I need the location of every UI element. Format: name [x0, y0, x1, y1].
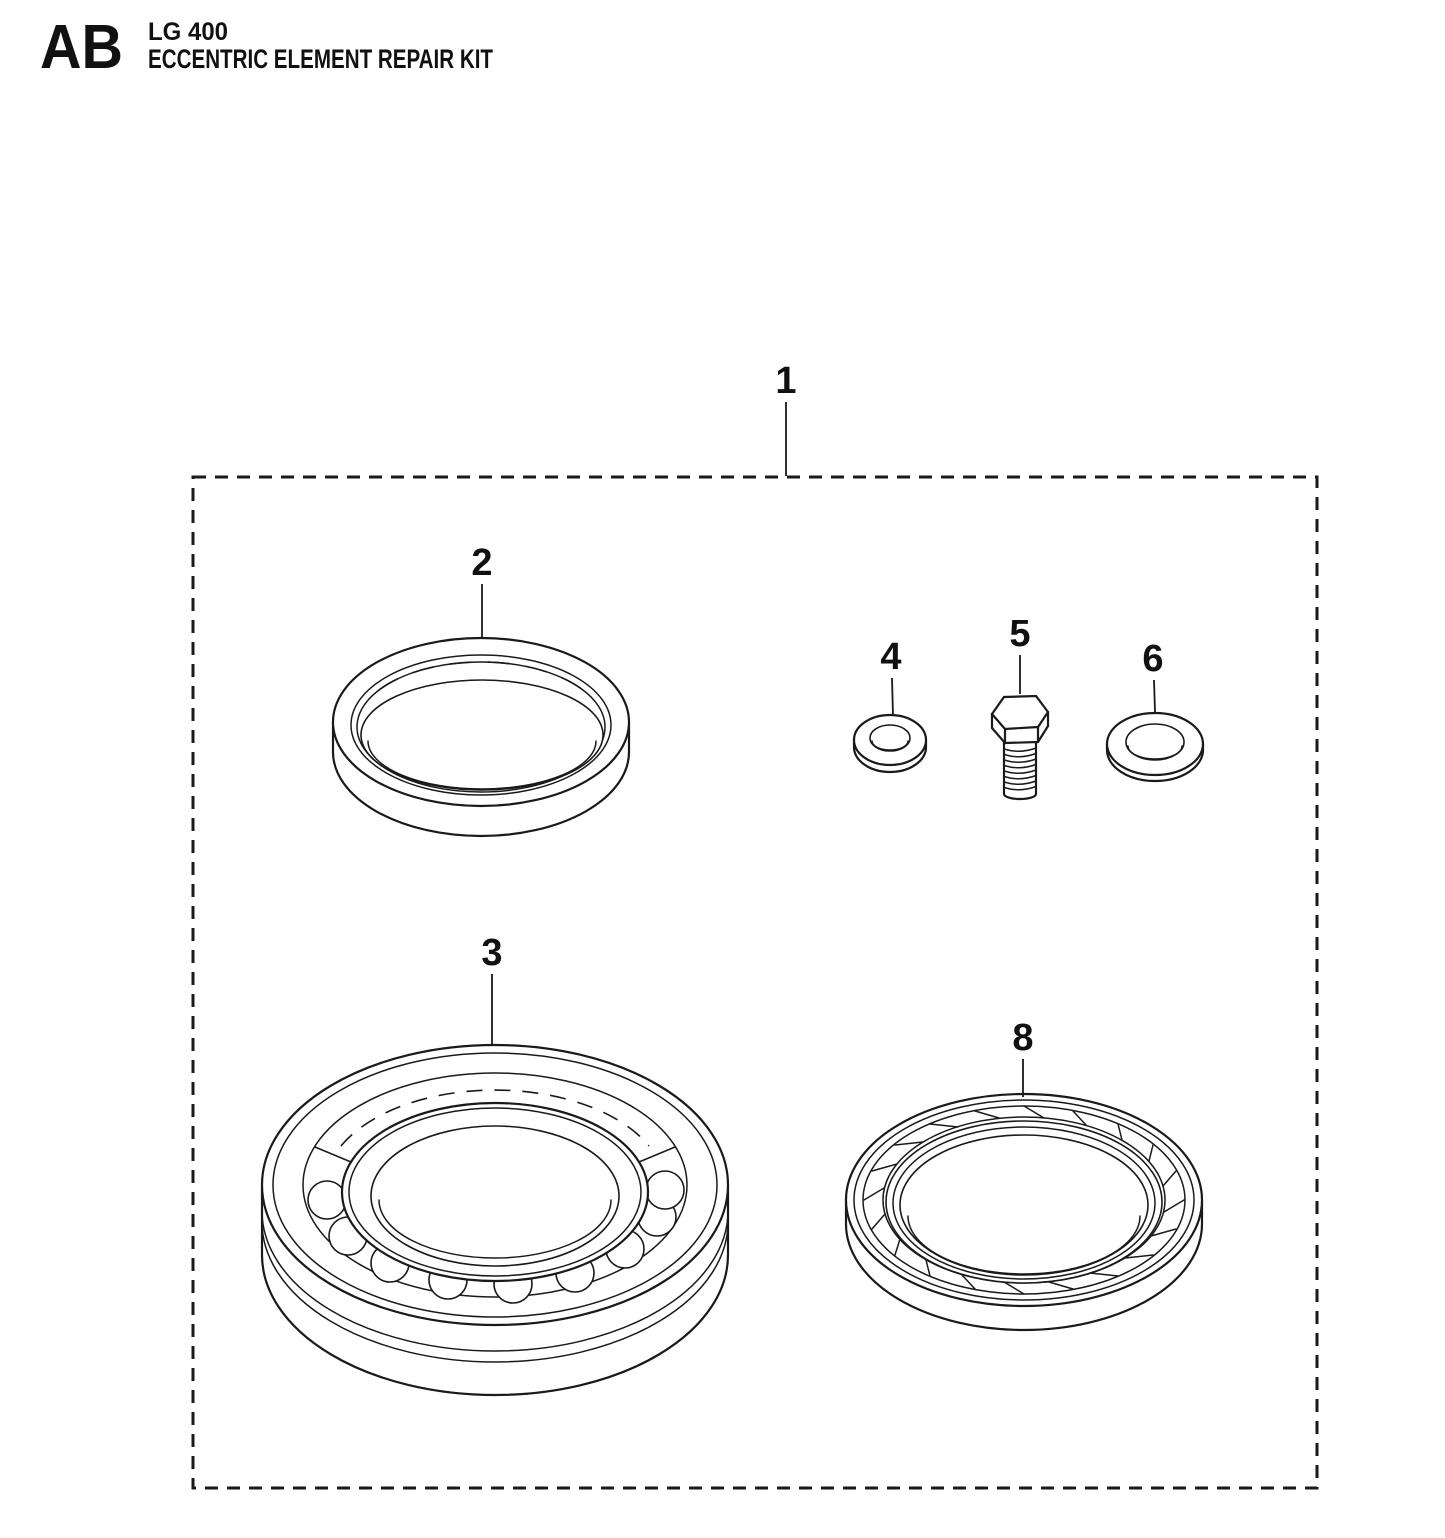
page-header — [40, 13, 493, 82]
callout-3 — [481, 932, 502, 1045]
callout-2-label: 2 — [471, 542, 493, 584]
part-seal-ring — [333, 638, 629, 836]
ball — [308, 1181, 346, 1219]
part-washer-small — [854, 715, 926, 772]
bolt-threads — [1004, 748, 1036, 790]
callout-1-label: 1 — [775, 360, 797, 402]
bolt-head-top — [992, 696, 1048, 729]
callout-4-label: 4 — [880, 636, 902, 678]
part-washer-large — [1107, 713, 1203, 781]
callout-5-label: 5 — [1009, 613, 1031, 655]
callout-1 — [775, 360, 796, 476]
callout-3-label: 3 — [481, 932, 503, 974]
callout-6-label: 6 — [1142, 638, 1164, 680]
model-name: LG 400 — [148, 18, 228, 46]
callout-4 — [880, 636, 901, 716]
leader-line-4 — [892, 678, 893, 716]
part-hex-bolt — [992, 696, 1048, 799]
callout-8-label: 8 — [1012, 1017, 1034, 1059]
leader-line-6 — [1154, 680, 1155, 712]
section-code: AB — [40, 13, 123, 82]
bolt-shank-end — [1004, 794, 1036, 799]
callout-6 — [1142, 638, 1163, 712]
callout-5 — [1009, 613, 1030, 694]
part-roller-bearing-thin — [846, 1094, 1202, 1330]
callout-8 — [1012, 1017, 1033, 1097]
bearing3-bore — [371, 1126, 619, 1266]
ball — [646, 1171, 684, 1209]
page-title: ECCENTRIC ELEMENT REPAIR KIT — [148, 44, 494, 74]
part-ball-bearing-large — [262, 1045, 728, 1395]
callout-2 — [471, 542, 492, 638]
